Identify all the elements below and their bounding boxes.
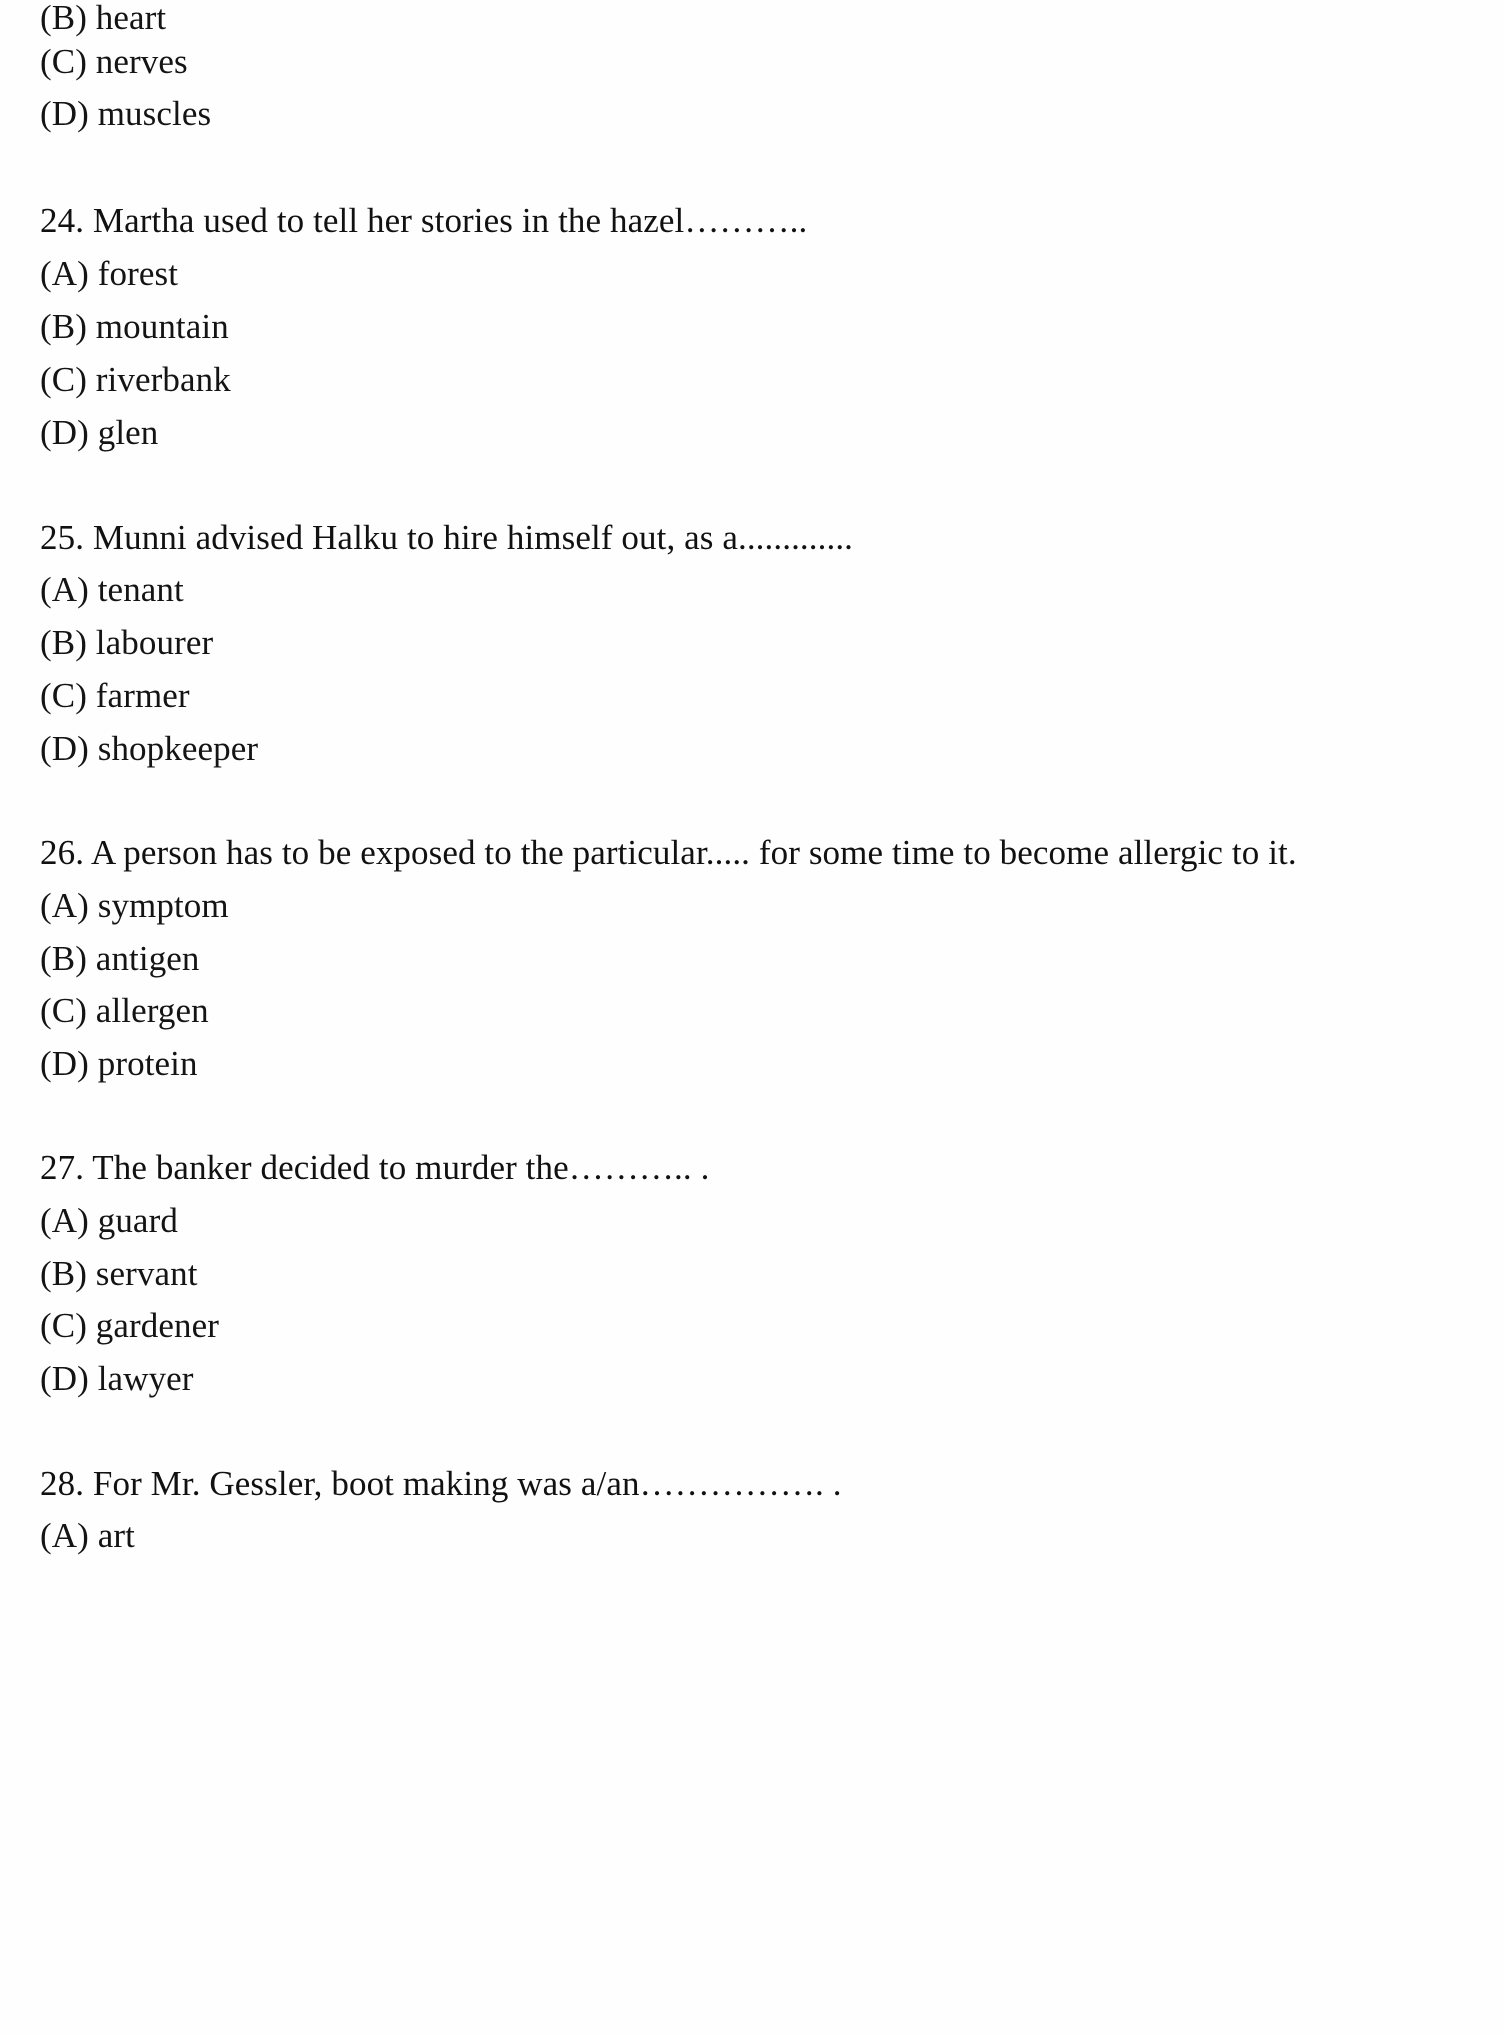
option-item: (B) servant bbox=[40, 1254, 198, 1293]
option-item: (C) nerves bbox=[40, 42, 188, 81]
option-item: (B) antigen bbox=[40, 939, 200, 978]
question-text: 27. The banker decided to murder the……….. . bbox=[40, 1148, 710, 1187]
option-item: (C) farmer bbox=[40, 676, 190, 715]
option-item: (B) heart bbox=[40, 0, 167, 37]
option-item: (A) art bbox=[40, 1516, 135, 1555]
option-item: (A) guard bbox=[40, 1201, 178, 1240]
option-item: (C) riverbank bbox=[40, 360, 231, 399]
option-item: (B) mountain bbox=[40, 307, 229, 346]
option-item: (D) glen bbox=[40, 413, 159, 452]
option-item: (A) symptom bbox=[40, 886, 229, 925]
option-item: (A) tenant bbox=[40, 570, 184, 609]
option-item: (D) protein bbox=[40, 1044, 198, 1083]
option-item: (C) gardener bbox=[40, 1306, 220, 1345]
option-item: (D) muscles bbox=[40, 94, 212, 133]
option-item: (A) forest bbox=[40, 254, 179, 293]
option-item: (D) shopkeeper bbox=[40, 729, 259, 768]
question-text: 24. Martha used to tell her stories in the hazel……….. bbox=[40, 201, 808, 240]
option-item: (C) allergen bbox=[40, 991, 209, 1030]
question-text: 25. Munni advised Halku to hire himself out, as a............. bbox=[40, 518, 854, 557]
option-item: (D) lawyer bbox=[40, 1359, 194, 1398]
question-text: 28. For Mr. Gessler, boot making was a/an……………. . bbox=[40, 1464, 842, 1503]
option-item: (B) labourer bbox=[40, 623, 214, 662]
question-text: 26. A person has to be exposed to the particular..... for some time to become allergic to it. bbox=[40, 833, 1297, 872]
